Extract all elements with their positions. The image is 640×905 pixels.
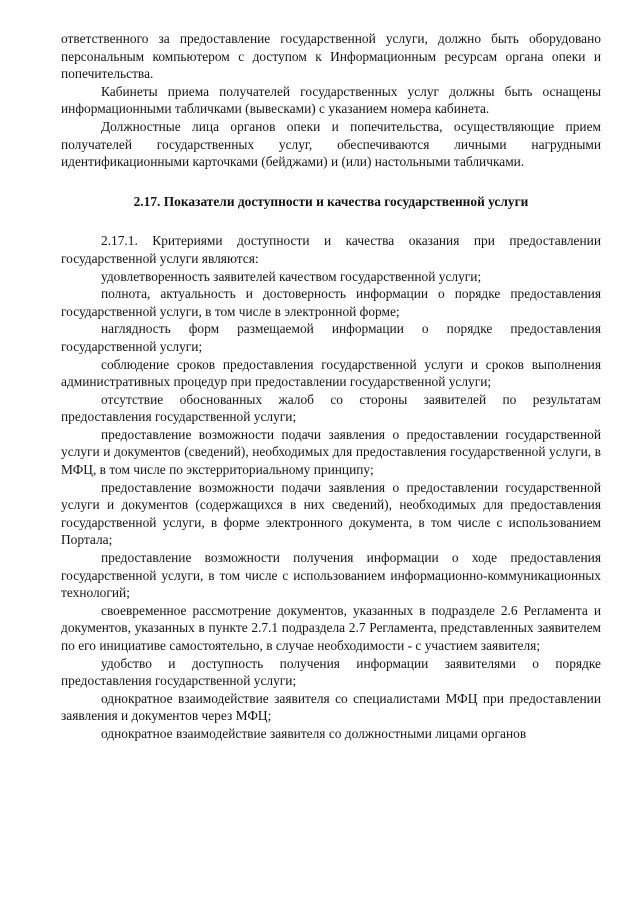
- paragraph-cabinet-equipment: ответственного за предоставление государственной услуги, должно быть оборудовано персональным компьютером с доступом к Информационным ресурсам органа опеки и попечительства.: [61, 31, 601, 82]
- criterion-completeness: полнота, актуальность и достоверность информации о порядке предоставления государственной услуги, в том числе в электронной форме;: [61, 286, 601, 319]
- paragraph-criteria-intro: 2.17.1. Критериями доступности и качества оказания при предоставлении государственной услуги являются:: [61, 233, 601, 266]
- criterion-deadlines: соблюдение сроков предоставления государственной услуги и сроков выполнения административных процедур при предоставлении государственной услуги;: [61, 356, 601, 390]
- paragraph-cabinet-signs: Кабинеты приема получателей государственных услуг должны быть оснащены информационными табличками (вывесками) с указанием номера кабинета.: [61, 83, 601, 117]
- criterion-single-mfc-interaction: однократное взаимодействие заявителя со специалистами МФЦ при предоставлении заявления и документов через МФЦ;: [61, 690, 601, 724]
- document-page: [61, 30, 601, 743]
- criterion-mfc-application: предоставление возможности подачи заявления о предоставлении государственной услуги и документов (сведений), необходимых для предоставления государственной услуги, в МФЦ, в том числе по экстерриториальному принципу;: [61, 426, 601, 478]
- criterion-electronic-application: предоставление возможности подачи заявления о предоставлении государственной услуги и документов (содержащихся в них сведений), необходимых для предоставления государственной услуги, в форме электронного документа, в том числе с использованием Портала;: [61, 479, 601, 548]
- criterion-single-official-interaction: однократное взаимодействие заявителя со должностными лицами органов: [101, 725, 527, 741]
- criterion-info-accessibility: удобство и доступность получения информации заявителями о порядке предоставления государственной услуги;: [61, 655, 601, 689]
- criterion-no-complaints: отсутствие обоснованных жалоб со стороны заявителей по результатам предоставления государственной услуги;: [61, 391, 601, 425]
- criterion-timely-review: своевременное рассмотрение документов, указанных в подразделе 2.6 Регламента и документов, указанных в пункте 2.7.1 подраздела 2.7 Регламента, представленных заявителем по его инициативе самостоятельно, в случае необходимости - с участием заявителя;: [61, 602, 601, 653]
- criterion-progress-info: предоставление возможности получения информации о ходе предоставления государственной услуги, в том числе с использованием информационно-коммуникационных технологий;: [61, 550, 601, 601]
- section-heading: 2.17. Показатели доступности и качества государственной услуги: [133, 193, 529, 209]
- paragraph-badges: Должностные лица органов опеки и попечительства, осуществляющие прием получателей государственных услуг, обеспечиваются личными нагрудными идентификационными карточками (бейджами) и (или) настольными табличками.: [61, 118, 601, 170]
- criterion-satisfaction: удовлетворенность заявителей качеством государственной услуги;: [101, 268, 482, 284]
- criterion-clarity: наглядность форм размещаемой информации о порядке предоставления государственной услуги;: [61, 321, 601, 354]
